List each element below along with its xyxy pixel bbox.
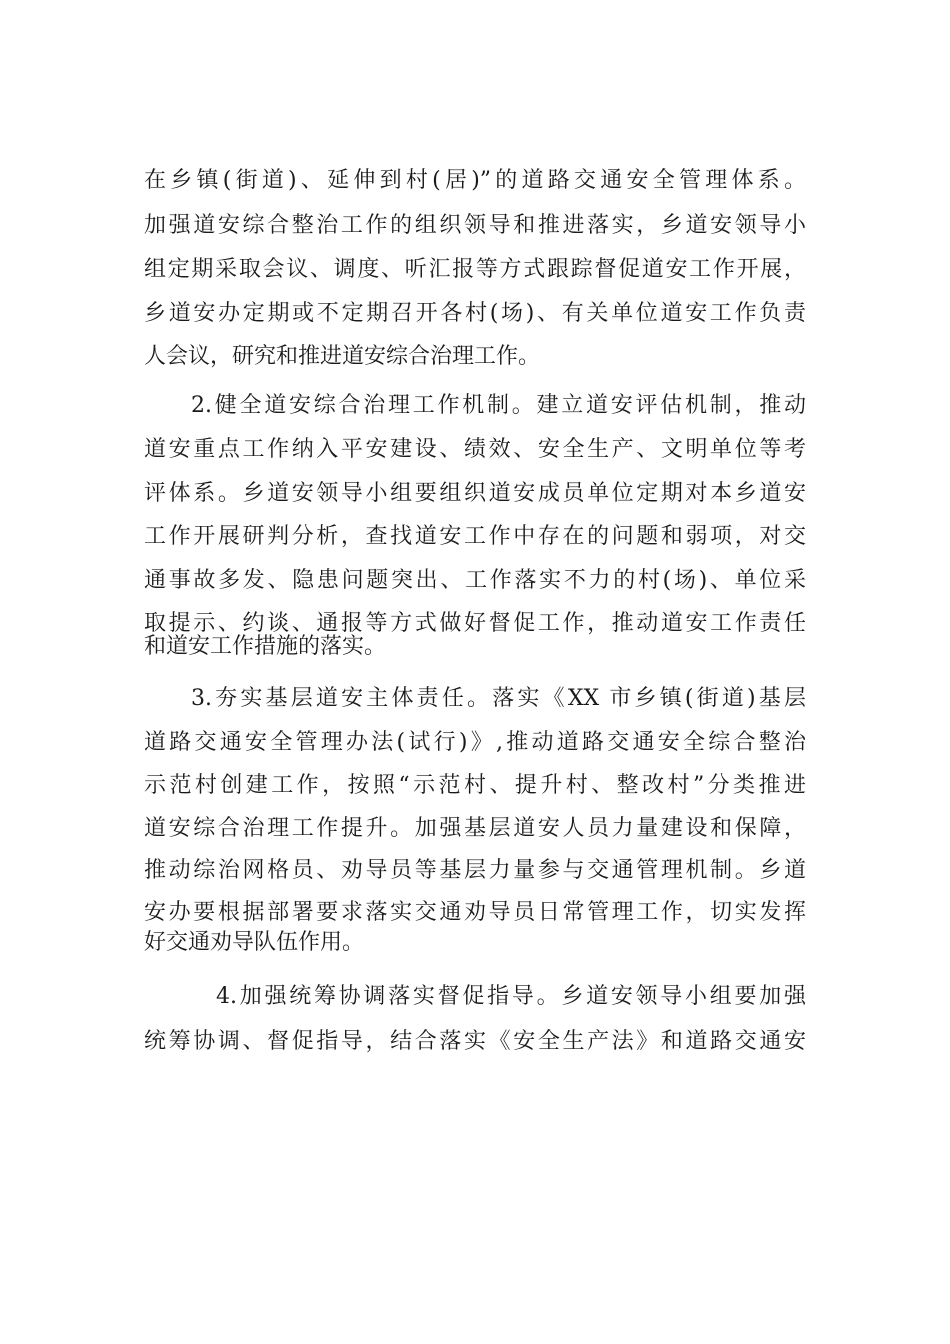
paragraph-3-line-1: 3.夯实基层道安主体责任。落实《XX 市乡镇(街道)基层 — [191, 686, 806, 711]
paragraph-4-line-1: 4.加强统筹协调落实督促指导。乡道安领导小组要加强 — [216, 984, 806, 1009]
paragraph-1-line-3: 组定期采取会议、调度、听汇报等方式跟踪督促道安工作开展， — [144, 257, 806, 282]
paragraph-2-line-6: 取提示、约谈、通报等方式做好督促工作，推动道安工作责任 — [144, 611, 806, 636]
paragraph-1-line-4: 乡道安办定期或不定期召开各村(场)、有关单位道安工作负责 — [144, 301, 806, 326]
paragraph-2-line-7: 和道安工作措施的落实。 — [144, 634, 387, 659]
paragraph-3-line-6: 安办要根据部署要求落实交通劝导员日常管理工作，切实发挥 — [144, 900, 806, 925]
paragraph-2-line-2: 道安重点工作纳入平安建设、绩效、安全生产、文明单位等考 — [144, 437, 806, 462]
paragraph-3-line-2: 道路交通安全管理办法(试行)》,推动道路交通安全综合整治 — [144, 730, 806, 755]
paragraph-3-line-7: 好交通劝导队伍作用。 — [144, 930, 365, 955]
paragraph-2-line-4: 工作开展研判分析，查找道安工作中存在的问题和弱项，对交 — [144, 524, 806, 549]
paragraph-3-line-4: 道安综合治理工作提升。加强基层道安人员力量建设和保障， — [144, 816, 806, 841]
paragraph-2-line-1: 2.健全道安综合治理工作机制。建立道安评估机制，推动 — [191, 393, 806, 418]
paragraph-3-line-3: 示范村创建工作，按照“示范村、提升村、整改村”分类推进 — [144, 773, 806, 798]
paragraph-1-line-2: 加强道安综合整治工作的组织领导和推进落实，乡道安领导小 — [144, 213, 806, 238]
paragraph-2-line-3: 评体系。乡道安领导小组要组织道安成员单位定期对本乡道安 — [144, 481, 806, 506]
paragraph-4-line-2: 统筹协调、督促指导，结合落实《安全生产法》和道路交通安 — [144, 1029, 806, 1054]
paragraph-1-line-1: 在乡镇(街道)、延伸到村(居)”的道路交通安全管理体系。 — [144, 168, 806, 193]
paragraph-3-line-5: 推动综治网格员、劝导员等基层力量参与交通管理机制。乡道 — [144, 858, 806, 883]
paragraph-2-line-5: 通事故多发、隐患问题突出、工作落实不力的村(场)、单位采 — [144, 568, 806, 593]
paragraph-1-line-5: 人会议，研究和推进道安综合治理工作。 — [144, 344, 541, 369]
